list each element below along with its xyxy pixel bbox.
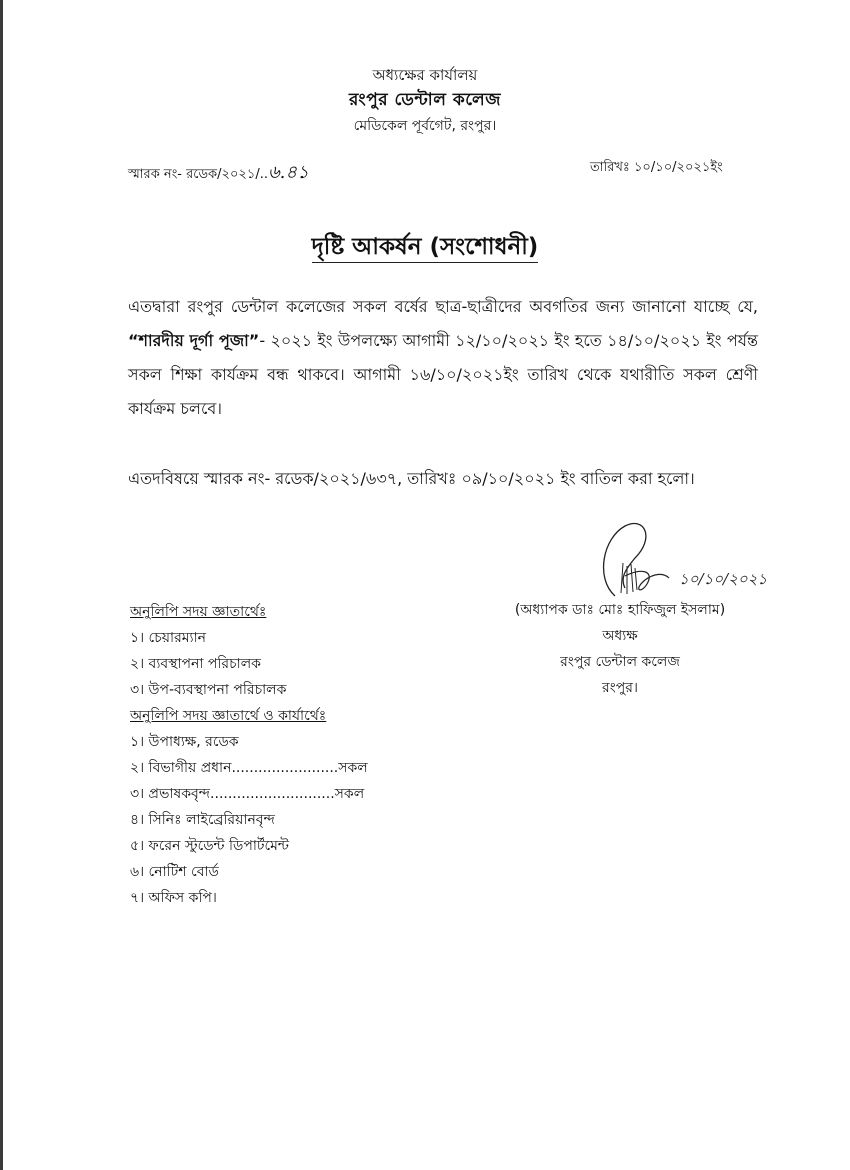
cc-action-list [130,703,368,911]
cc-action-item [130,885,368,911]
signature-date: ১০/১০/২০২১ [679,570,768,588]
cc-action-item [130,807,368,833]
cc-action-item-label: ৬। নোটিশ বোর্ড [130,864,219,880]
office-name: অধ্যক্ষের কার্যালয় [372,66,478,84]
cc-action-item-label: ৪। সিনিঃ লাইব্রেরিয়ানবৃন্দ [130,812,275,828]
cc-action-item-suffix: সকল [338,760,368,776]
cc-action-item [130,781,368,807]
p1-before: এতদ্বারা রংপুর ডেন্টাল কলেজের সকল বর্ষের ছাত্র-ছাত্রীদের অবগতির জন্য জানানো যাচ্ছে যে, [128,297,758,316]
cc-info-item: ২। ব্যবস্থাপনা পরিচালক [130,656,261,672]
body-paragraph-2: এতদবিষয়ে স্মারক নং- রডেক/২০২১/৬৩৭, তারিখঃ ০৯/১০/২০২১ ইং বাতিল করা হলো। [128,469,695,488]
cc-action-item [130,833,368,859]
scan-edge [0,0,3,1170]
cc-action-item-label: ১। উপাধ্যক্ষ, রডেক [130,734,239,750]
cc-info-list [130,599,286,703]
cc-action-item [130,755,368,781]
notice-title [0,228,850,267]
cc-action-item-label: ২। বিভাগীয় প্রধান [130,760,232,776]
signer-name: (অধ্যাপক ডাঃ মোঃ হাফিজুল ইসলাম) [514,602,726,618]
signer-designation: অধ্যক্ষ [602,628,638,644]
cc-action-item-label: ৭। অফিস কপি। [130,890,217,906]
cc-info-heading: অনুলিপি সদয় জ্ঞাতার্থেঃ [130,604,267,620]
cc-action-item-label: ৫। ফরেন স্টুডেন্ট ডিপার্টমেন্ট [130,838,289,854]
signer-college: রংপুর ডেন্টাল কলেজ [560,654,680,670]
college-address: মেডিকেল পূর্বগেট, রংপুর। [353,118,497,134]
memo-number [128,158,309,189]
cc-info-item: ১। চেয়ারম্যান [130,630,207,646]
dot-leader: ........................ [231,760,339,776]
memo-label: স্মারক নং- রডেক/২০২১/.. [128,167,268,182]
signature-mark [585,518,785,598]
cc-action-item [130,859,368,885]
body-paragraph-1 [128,290,758,426]
p1-after: - ২০২১ ইং উপলক্ষ্যে আগামী ১২/১০/২০২১ ইং হতে ১৪/১০/২০২১ ইং পর্যন্ত সকল শিক্ষা কার্যক্রম বন্ধ থাকবে। আগামী ১৬/১০/২০২১ইং তারিখ থেকে যথারীতি সকল শ্রেণী কার্যক্রম চলবে। [128,331,758,418]
p1-quote: “শারদীয় দূর্গা পূজা” [128,331,260,350]
cc-action-item-suffix: সকল [334,786,365,802]
notice-title-text: দৃষ্টি আকর্ষন (সংশোধনী) [312,234,539,263]
dot-leader: ............................ [210,786,335,802]
college-name: রংপুর ডেন্টাল কলেজ [349,90,501,110]
cc-info-item: ৩। উপ-ব্যবস্থাপনা পরিচালক [130,682,287,698]
signer-city: রংপুর। [602,680,638,696]
memo-handwritten-number: ৬.৪১ [267,162,309,183]
cc-action-item [130,729,368,755]
cc-action-item-label: ৩। প্রভাষকবৃন্দ [130,786,211,802]
memo-date: তারিখঃ ১০/১০/২০২১ইং [590,160,723,175]
cc-action-heading: অনুলিপি সদয় জ্ঞাতার্থে ও কার্যার্থেঃ [130,708,327,724]
